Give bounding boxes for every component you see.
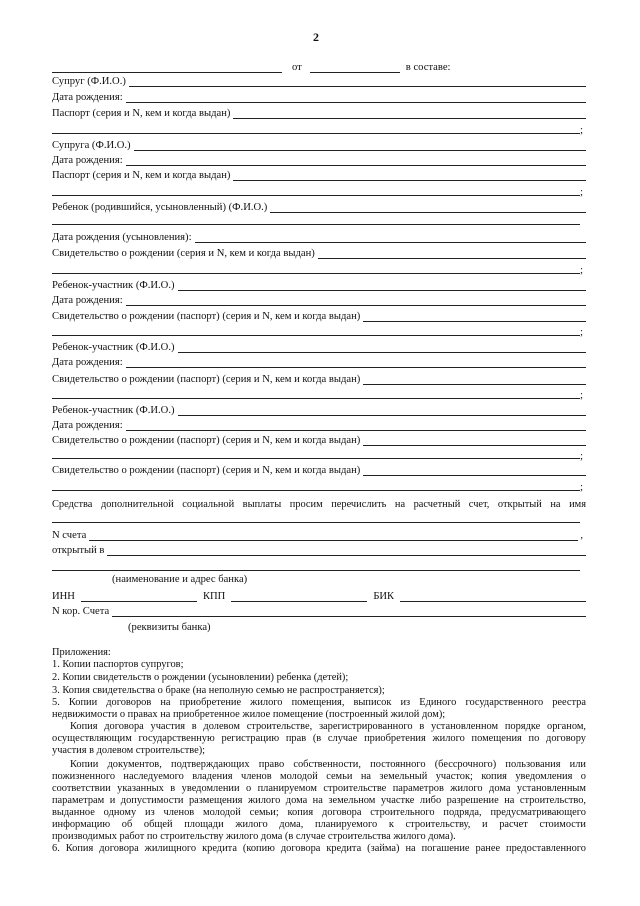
- participant1-name-label: Ребенок-участник (Ф.И.О.): [52, 280, 175, 291]
- participant3-cert-line2[interactable]: [52, 458, 580, 459]
- participant3-name-label: Ребенок-участник (Ф.И.О.): [52, 405, 175, 416]
- participant1-name-field[interactable]: [178, 279, 586, 291]
- attachments-title: Приложения:: [52, 647, 111, 658]
- applicant-name-field[interactable]: [52, 61, 282, 73]
- semicolon: ;: [580, 264, 584, 276]
- participant2-cert-field[interactable]: [363, 373, 586, 385]
- attachment-item-5c-line2: пожизненного наследуемого владения членов молодой семьи на земельный участок; копия уведомления о: [52, 771, 586, 782]
- spouse-f-passport-line2[interactable]: [52, 195, 580, 196]
- page-number: 2: [313, 30, 319, 44]
- spouse-m-name-label: Супруг (Ф.И.О.): [52, 76, 126, 87]
- semicolon: ;: [580, 124, 584, 136]
- spouse-m-passport-row: [52, 106, 586, 120]
- opened-row: [52, 543, 586, 557]
- child-dob-label: Дата рождения (усыновления):: [52, 232, 192, 243]
- attachment-item-5b-line1: Копия договора участия в долевом строительстве, зарегистрированного в установленном порядке органом,: [70, 721, 586, 732]
- inn-field[interactable]: [81, 590, 197, 602]
- participant2-dob-row: [52, 355, 586, 369]
- semicolon: ;: [580, 326, 584, 338]
- semicolon: ;: [580, 450, 584, 462]
- attachment-item-5c-line5: выданное одному из членов молодой семьи; копия договора строительного подряда, предусматривающего: [52, 807, 586, 818]
- spouse-m-passport-label: Паспорт (серия и N, кем и когда выдан): [52, 108, 231, 119]
- requisites-caption: (реквизиты банка): [128, 622, 211, 633]
- account-field[interactable]: [89, 529, 578, 541]
- spouse-m-dob-label: Дата рождения:: [52, 92, 123, 103]
- attachment-item-1: 1. Копии паспортов супругов;: [52, 659, 184, 670]
- participant1-cert-field[interactable]: [363, 310, 586, 322]
- participant1-cert-row: [52, 309, 586, 323]
- corr-field[interactable]: [112, 605, 586, 617]
- kpp-label: КПП: [202, 591, 226, 602]
- inn-label: ИНН: [52, 591, 75, 602]
- spouse-f-name-row: [52, 138, 586, 152]
- participant3-name-row: [52, 403, 586, 417]
- from-date-field[interactable]: [310, 61, 400, 73]
- child-name-label: Ребенок (родившийся, усыновленный) (Ф.И.О.): [52, 202, 268, 213]
- child-dob-field[interactable]: [195, 231, 586, 243]
- participant3-cert-label: Свидетельство о рождении (паспорт) (серия и N, кем и когда выдан): [52, 435, 361, 446]
- participant2-dob-label: Дата рождения:: [52, 357, 123, 368]
- participant3-cert-field[interactable]: [363, 434, 586, 446]
- spouse-f-passport-field[interactable]: [233, 169, 586, 181]
- composition-label: в составе:: [405, 62, 451, 73]
- participant1-name-row: [52, 278, 586, 292]
- child-cert-row: [52, 246, 586, 260]
- header-line: [52, 60, 586, 74]
- comma: ,: [580, 530, 583, 541]
- account-row: [52, 528, 586, 542]
- spouse-m-name-field[interactable]: [129, 75, 586, 87]
- bank-address-field[interactable]: [52, 570, 580, 571]
- participant3-cert2-field[interactable]: [363, 464, 586, 476]
- participant2-name-field[interactable]: [178, 341, 586, 353]
- participant3-dob-row: [52, 418, 586, 432]
- participant3-name-field[interactable]: [178, 404, 586, 416]
- payment-request-text: Средства дополнительной социальной выплаты просим перечислить на расчетный счет, открытый на имя: [52, 499, 586, 510]
- child-name-row: [52, 200, 586, 214]
- participant1-dob-label: Дата рождения:: [52, 295, 123, 306]
- participant2-cert-line2[interactable]: [52, 398, 580, 399]
- spouse-f-passport-label: Паспорт (серия и N, кем и когда выдан): [52, 170, 231, 181]
- from-label: от: [292, 62, 302, 73]
- participant3-dob-label: Дата рождения:: [52, 420, 123, 431]
- attachment-item-5c-line6: информацию об общей площади жилого дома, планируемого к строительству, и расчет стоимости: [52, 819, 586, 830]
- spouse-f-passport-row: [52, 168, 586, 182]
- kpp-field[interactable]: [231, 590, 367, 602]
- spouse-m-dob-field[interactable]: [126, 91, 586, 103]
- participant2-name-row: [52, 340, 586, 354]
- account-holder-field[interactable]: [52, 522, 580, 523]
- bank-codes-row: [52, 589, 586, 603]
- spouse-f-dob-label: Дата рождения:: [52, 155, 123, 166]
- participant2-dob-field[interactable]: [126, 356, 586, 368]
- participant1-dob-row: [52, 293, 586, 307]
- semicolon: ;: [580, 186, 584, 198]
- participant2-cert-row: [52, 372, 586, 386]
- attachment-item-6-line1: 6. Копия договора жилищного кредита (копию договора кредита (займа) на погашение ранее предоставленного: [52, 843, 586, 854]
- attachment-item-5c-line3: соответствии указанных в уведомлении о планируемом строительстве параметров жилого дома установленным: [52, 783, 586, 794]
- account-label: N счета: [52, 530, 87, 541]
- bik-label: БИК: [373, 591, 395, 602]
- semicolon: ;: [580, 481, 584, 493]
- child-cert-line2[interactable]: [52, 273, 580, 274]
- spouse-m-dob-row: [52, 90, 586, 104]
- child-dob-row: [52, 230, 586, 244]
- participant1-cert-label: Свидетельство о рождении (паспорт) (серия и N, кем и когда выдан): [52, 311, 361, 322]
- opened-field[interactable]: [107, 544, 586, 556]
- bik-field[interactable]: [400, 590, 586, 602]
- attachment-item-5-line1: 5. Копии договоров на приобретение жилого помещения, выписок из Единого государственного реестра: [52, 697, 586, 708]
- participant3-cert2-row: [52, 463, 586, 477]
- participant2-cert-label: Свидетельство о рождении (паспорт) (серия и N, кем и когда выдан): [52, 374, 361, 385]
- attachment-item-5c-line1: Копии документов, подтверждающих право собственности, постоянного (бессрочного) пользования или: [70, 759, 586, 770]
- spouse-m-passport-field[interactable]: [233, 107, 586, 119]
- spouse-f-name-label: Супруга (Ф.И.О.): [52, 140, 131, 151]
- participant3-cert2-line2[interactable]: [52, 490, 580, 491]
- attachment-item-2: 2. Копии свидетельств о рождении (усыновлении) ребенка (детей);: [52, 672, 349, 683]
- attachment-item-5-line2: недвижимости о правах на приобретенное жилое помещение (построенный жилой дом);: [52, 709, 446, 720]
- opened-label: открытый в: [52, 545, 105, 556]
- child-name-line2[interactable]: [52, 224, 580, 225]
- participant2-name-label: Ребенок-участник (Ф.И.О.): [52, 342, 175, 353]
- attachment-item-5b-line2: осуществляющим государственную регистрацию прав (в случае приобретения жилого помещения по договору: [52, 733, 586, 744]
- spouse-f-name-field[interactable]: [134, 139, 586, 151]
- participant1-dob-field[interactable]: [126, 294, 586, 306]
- child-cert-label: Свидетельство о рождении (серия и N, кем и когда выдан): [52, 248, 315, 259]
- semicolon: ;: [580, 389, 584, 401]
- spouse-m-passport-line2[interactable]: [52, 133, 580, 134]
- bank-caption: (наименование и адрес банка): [112, 574, 248, 585]
- spouse-m-name-row: [52, 74, 586, 88]
- participant3-cert2-label: Свидетельство о рождении (паспорт) (серия и N, кем и когда выдан): [52, 465, 361, 476]
- participant1-cert-line2[interactable]: [52, 335, 580, 336]
- spouse-f-dob-field[interactable]: [126, 154, 586, 166]
- child-name-field[interactable]: [270, 201, 586, 213]
- corr-label: N кор. Счета: [52, 606, 110, 617]
- spouse-f-dob-row: [52, 153, 586, 167]
- attachment-item-3: 3. Копия свидетельства о браке (на неполную семью не распространяется);: [52, 685, 385, 696]
- attachment-item-5c-line7: производимых работ по строительству жилого дома (в случае строительства жилого дома).: [52, 831, 456, 842]
- attachment-item-5c-line4: параметрам и допустимости размещения жилого дома на земельном участке либо разрешение на строительство,: [52, 795, 586, 806]
- attachment-item-5b-line3: участия в долевом строительстве);: [52, 745, 206, 756]
- participant3-cert-row: [52, 433, 586, 447]
- corr-row: [52, 604, 586, 618]
- participant3-dob-field[interactable]: [126, 419, 586, 431]
- child-cert-field[interactable]: [318, 247, 586, 259]
